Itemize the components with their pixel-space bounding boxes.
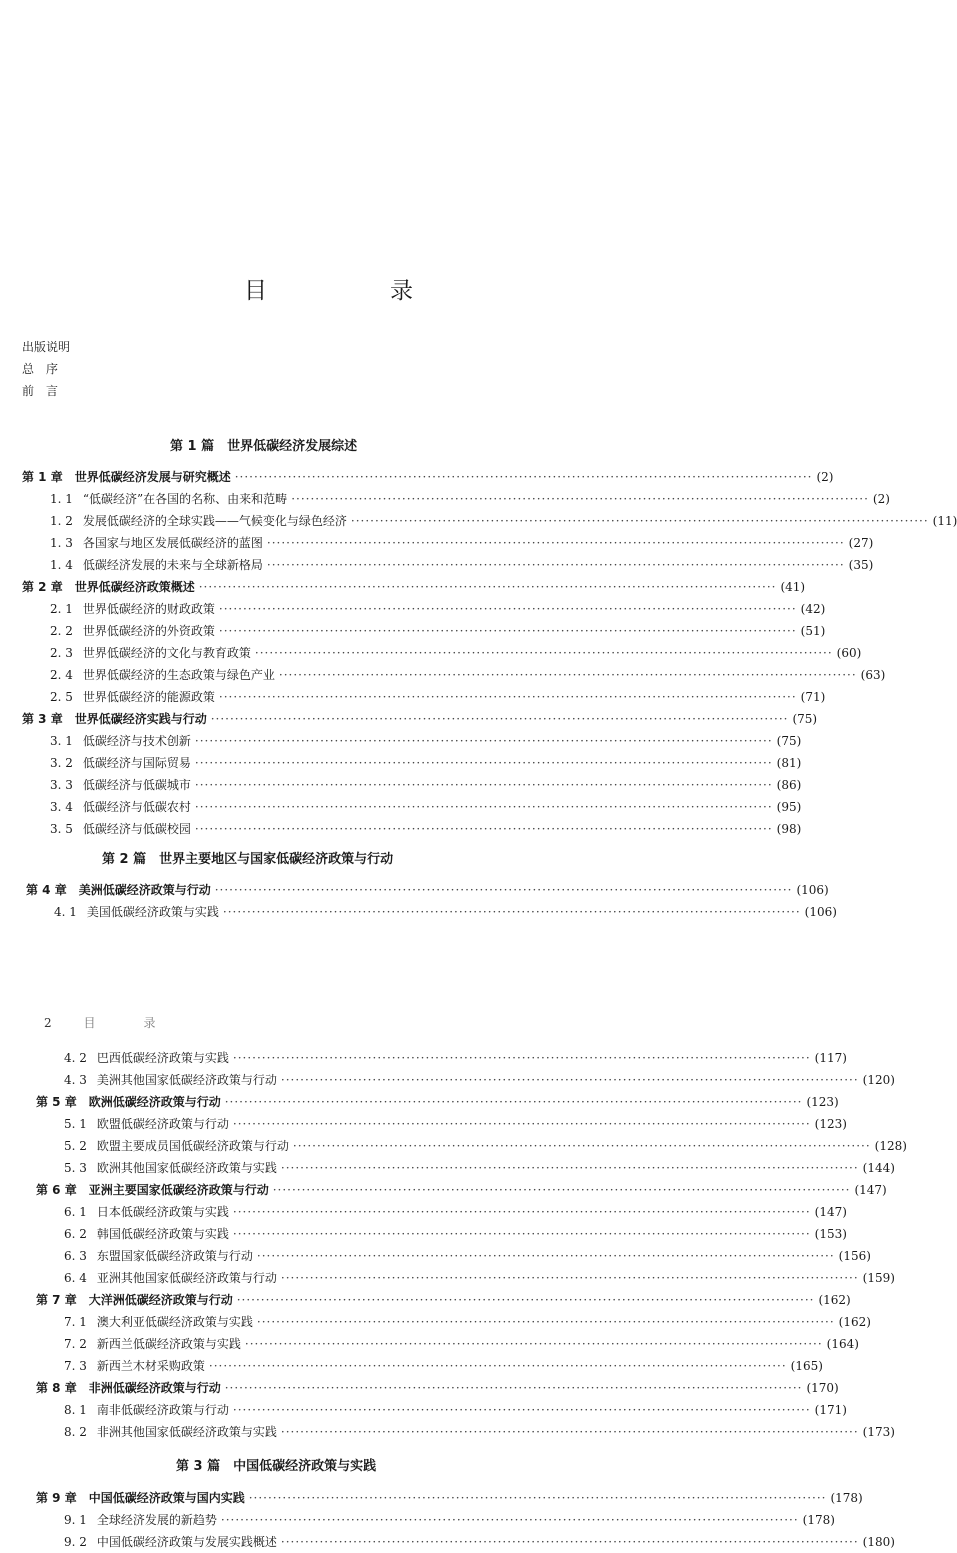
entry-number: 5. 3: [64, 1161, 87, 1175]
toc-section-entry[interactable]: [22, 818, 802, 840]
dot-leader: ························································································································: [232, 1227, 811, 1241]
entry-page-number: (123): [806, 1095, 839, 1109]
entry-title: 非洲低碳经济政策与行动: [88, 1381, 221, 1395]
entry-number: 4. 1: [54, 905, 77, 919]
entry-title: 日本低碳经济政策与实践: [96, 1205, 229, 1219]
part-1-title: 第 1 篇 世界低碳经济发展综述: [170, 439, 358, 454]
entry-number: 6. 1: [64, 1205, 87, 1219]
dot-leader: ························································································································: [232, 1403, 811, 1417]
entry-number: 1. 2: [50, 514, 73, 528]
entry-number: 1. 4: [50, 558, 73, 572]
entry-title: 低碳经济发展的未来与全球新格局: [82, 558, 263, 572]
entry-page-number: (178): [830, 1491, 863, 1505]
entry-page-number: (171): [814, 1403, 847, 1417]
entry-title: 韩国低碳经济政策与实践: [96, 1227, 229, 1241]
entry-title: 低碳经济与技术创新: [82, 734, 191, 748]
part-3-title: 第 3 篇 中国低碳经济政策与实践: [176, 1459, 377, 1474]
entry-number: 3. 4: [50, 800, 73, 814]
entry-title: “低碳经济”在各国的名称、由来和范畴: [82, 492, 288, 506]
toc-section-entry[interactable]: [22, 730, 802, 752]
dot-leader: ························································································································: [222, 905, 801, 919]
entry-number: 第 8 章: [36, 1381, 77, 1395]
entry-page-number: (11): [932, 514, 957, 528]
entry-number: 第 6 章: [36, 1183, 77, 1197]
toc-entries-page-2: [36, 1047, 907, 1443]
entry-number: 3. 2: [50, 756, 73, 770]
entry-number: 8. 1: [64, 1403, 87, 1417]
dot-leader: ························································································································: [266, 536, 845, 550]
entry-title: 南非低碳经济政策与行动: [96, 1403, 229, 1417]
entry-page-number: (2): [816, 470, 834, 484]
running-header-title: 目 录: [83, 1016, 174, 1030]
entry-number: 第 3 章: [22, 712, 63, 726]
dot-leader: ························································································································: [194, 822, 773, 836]
dot-leader: ························································································································: [194, 778, 773, 792]
toc-section-entry[interactable]: [36, 1399, 847, 1421]
entry-title: 世界低碳经济发展与研究概述: [74, 470, 231, 484]
entry-page-number: (178): [802, 1513, 835, 1527]
entry-number: 5. 2: [64, 1139, 87, 1153]
toc-chapter-entry[interactable]: [36, 1377, 839, 1399]
dot-leader: ························································································································: [272, 1183, 851, 1197]
dot-leader: ························································································································: [232, 1205, 811, 1219]
entry-page-number: (95): [776, 800, 802, 814]
toc-section-entry[interactable]: [36, 1069, 895, 1091]
entry-page-number: (162): [838, 1315, 871, 1329]
entry-page-number: (147): [814, 1205, 847, 1219]
entry-number: 9. 1: [64, 1513, 87, 1527]
entry-page-number: (106): [796, 883, 829, 897]
entry-number: 4. 3: [64, 1073, 87, 1087]
toc-section-entry[interactable]: [36, 1509, 835, 1531]
dot-leader: ························································································································: [210, 712, 789, 726]
entry-title: 世界低碳经济政策概述: [74, 580, 195, 594]
entry-page-number: (144): [862, 1161, 895, 1175]
toc-section-entry[interactable]: [36, 1157, 895, 1179]
entry-number: 6. 4: [64, 1271, 87, 1285]
toc-section-entry[interactable]: [22, 510, 957, 532]
toc-section-entry[interactable]: [22, 598, 826, 620]
dot-leader: ························································································································: [236, 1293, 815, 1307]
entry-page-number: (35): [848, 558, 874, 572]
dot-leader: ························································································································: [256, 1249, 835, 1263]
dot-leader: ························································································································: [194, 800, 773, 814]
entry-number: 3. 3: [50, 778, 73, 792]
entry-page-number: (170): [806, 1381, 839, 1395]
toc-chapter-entry[interactable]: [36, 1487, 863, 1509]
entry-number: 2. 2: [50, 624, 73, 638]
toc-section-entry[interactable]: [22, 488, 890, 510]
entry-page-number: (164): [826, 1337, 859, 1351]
toc-section-entry[interactable]: [22, 642, 862, 664]
dot-leader: ························································································································: [224, 1381, 803, 1395]
entry-page-number: (106): [804, 905, 837, 919]
entry-page-number: (60): [836, 646, 862, 660]
toc-chapter-entry[interactable]: [36, 1091, 839, 1113]
entry-number: 1. 1: [50, 492, 73, 506]
entry-page-number: (117): [814, 1051, 847, 1065]
entry-page-number: (120): [862, 1073, 895, 1087]
toc-entries-part-2: [26, 879, 837, 923]
entry-title: 各国家与地区发展低碳经济的蓝图: [82, 536, 263, 550]
toc-section-entry[interactable]: [22, 664, 886, 686]
entry-page-number: (86): [776, 778, 802, 792]
entry-title: 世界低碳经济的能源政策: [82, 690, 215, 704]
dot-leader: ························································································································: [280, 1073, 859, 1087]
toc-section-entry[interactable]: [22, 686, 826, 708]
entry-title: 世界低碳经济的生态政策与绿色产业: [82, 668, 275, 682]
dot-leader: ························································································································: [220, 1513, 799, 1527]
toc-section-entry[interactable]: [22, 774, 802, 796]
entry-title: 新西兰木材采购政策: [96, 1359, 205, 1373]
toc-entries-part-1: [22, 466, 957, 840]
toc-title: 目 录: [244, 278, 463, 304]
entry-title: 美国低碳经济政策与实践: [86, 905, 219, 919]
entry-title: 欧洲其他国家低碳经济政策与实践: [96, 1161, 277, 1175]
entry-number: 3. 5: [50, 822, 73, 836]
dot-leader: ························································································································: [280, 1161, 859, 1175]
entry-title: 亚洲其他国家低碳经济政策与行动: [96, 1271, 277, 1285]
entry-title: 低碳经济与低碳城市: [82, 778, 191, 792]
dot-leader: ························································································································: [232, 1117, 811, 1131]
entry-title: 欧洲低碳经济政策与行动: [88, 1095, 221, 1109]
toc-section-entry[interactable]: [36, 1333, 859, 1355]
toc-section-entry[interactable]: [36, 1311, 871, 1333]
entry-number: 6. 2: [64, 1227, 87, 1241]
entry-title: 美洲低碳经济政策与行动: [78, 883, 211, 897]
entry-page-number: (75): [776, 734, 802, 748]
entry-title: 发展低碳经济的全球实践——气候变化与绿色经济: [82, 514, 347, 528]
dot-leader: ························································································································: [234, 470, 813, 484]
entry-number: 第 1 章: [22, 470, 63, 484]
toc-section-entry[interactable]: [36, 1355, 823, 1377]
entry-page-number: (63): [860, 668, 886, 682]
dot-leader: ························································································································: [218, 602, 797, 616]
toc-page-2: [0, 1000, 907, 1549]
toc-section-entry[interactable]: [22, 620, 826, 642]
dot-leader: ························································································································: [280, 1535, 859, 1549]
dot-leader: ························································································································: [198, 580, 777, 594]
entry-page-number: (2): [872, 492, 890, 506]
entry-number: 8. 2: [64, 1425, 87, 1439]
dot-leader: ························································································································: [292, 1139, 871, 1153]
dot-leader: ························································································································: [218, 690, 797, 704]
toc-chapter-entry[interactable]: [22, 708, 818, 730]
toc-section-entry[interactable]: [22, 532, 874, 554]
entry-page-number: (159): [862, 1271, 895, 1285]
entry-title: 美洲其他国家低碳经济政策与行动: [96, 1073, 277, 1087]
entry-title: 欧盟主要成员国低碳经济政策与行动: [96, 1139, 289, 1153]
front-matter-list: [22, 336, 70, 402]
entry-page-number: (173): [862, 1425, 895, 1439]
dot-leader: ························································································································: [214, 883, 793, 897]
toc-section-entry[interactable]: [22, 752, 802, 774]
dot-leader: ························································································································: [350, 514, 929, 528]
page-number: 2: [44, 1016, 52, 1030]
toc-section-entry[interactable]: [36, 1201, 847, 1223]
toc-section-entry[interactable]: [36, 1267, 895, 1289]
running-header: [44, 1014, 173, 1031]
entry-title: 全球经济发展的新趋势: [96, 1513, 217, 1527]
entry-page-number: (75): [792, 712, 818, 726]
toc-chapter-entry[interactable]: [22, 576, 806, 598]
dot-leader: ························································································································: [291, 492, 869, 506]
dot-leader: ························································································································: [254, 646, 833, 660]
entry-title: 欧盟低碳经济政策与行动: [96, 1117, 229, 1131]
dot-leader: ························································································································: [266, 558, 845, 572]
dot-leader: ························································································································: [248, 1491, 827, 1505]
toc-section-entry[interactable]: [26, 901, 837, 923]
toc-section-entry[interactable]: [36, 1531, 895, 1553]
entry-page-number: (71): [800, 690, 826, 704]
entry-number: 7. 2: [64, 1337, 87, 1351]
entry-number: 2. 4: [50, 668, 73, 682]
entry-page-number: (153): [814, 1227, 847, 1241]
toc-section-entry[interactable]: [36, 1223, 847, 1245]
entry-title: 巴西低碳经济政策与实践: [96, 1051, 229, 1065]
entry-title: 亚洲主要国家低碳经济政策与行动: [88, 1183, 269, 1197]
dot-leader: ························································································································: [194, 734, 773, 748]
entry-page-number: (165): [790, 1359, 823, 1373]
toc-section-entry[interactable]: [36, 1047, 847, 1069]
entry-page-number: (156): [838, 1249, 871, 1263]
entry-number: 9. 2: [64, 1535, 87, 1549]
entry-page-number: (128): [874, 1139, 907, 1153]
entry-page-number: (162): [818, 1293, 851, 1307]
entry-page-number: (180): [862, 1535, 895, 1549]
entry-page-number: (123): [814, 1117, 847, 1131]
entry-number: 5. 1: [64, 1117, 87, 1131]
dot-leader: ························································································································: [232, 1051, 811, 1065]
entry-page-number: (27): [848, 536, 874, 550]
entry-page-number: (51): [800, 624, 826, 638]
entry-number: 7. 1: [64, 1315, 87, 1329]
entry-title: 中国低碳经济政策与发展实践概述: [96, 1535, 277, 1549]
toc-section-entry[interactable]: [36, 1245, 871, 1267]
toc-entries-part-3: [36, 1487, 895, 1553]
dot-leader: ························································································································: [278, 668, 857, 682]
entry-page-number: (81): [776, 756, 802, 770]
toc-section-entry[interactable]: [22, 554, 874, 576]
entry-title: 非洲其他国家低碳经济政策与实践: [96, 1425, 277, 1439]
toc-chapter-entry[interactable]: [22, 466, 834, 488]
entry-page-number: (147): [854, 1183, 887, 1197]
toc-section-entry[interactable]: [36, 1421, 895, 1443]
entry-number: 第 9 章: [36, 1491, 77, 1505]
front-matter-item[interactable]: 总 序: [22, 362, 59, 376]
toc-section-entry[interactable]: [22, 796, 802, 818]
entry-title: 世界低碳经济的文化与教育政策: [82, 646, 251, 660]
front-matter-item[interactable]: 前 言: [22, 384, 59, 398]
dot-leader: ························································································································: [256, 1315, 835, 1329]
entry-number: 7. 3: [64, 1359, 87, 1373]
entry-title: 低碳经济与国际贸易: [82, 756, 191, 770]
dot-leader: ························································································································: [224, 1095, 803, 1109]
dot-leader: ························································································································: [280, 1425, 859, 1439]
entry-number: 4. 2: [64, 1051, 87, 1065]
entry-page-number: (98): [776, 822, 802, 836]
entry-title: 大洋洲低碳经济政策与行动: [88, 1293, 233, 1307]
entry-title: 世界低碳经济的财政政策: [82, 602, 215, 616]
entry-number: 3. 1: [50, 734, 73, 748]
toc-section-entry[interactable]: [36, 1113, 847, 1135]
entry-title: 低碳经济与低碳农村: [82, 800, 191, 814]
entry-title: 世界低碳经济实践与行动: [74, 712, 207, 726]
dot-leader: ························································································································: [218, 624, 797, 638]
front-matter-item[interactable]: 出版说明: [22, 340, 71, 354]
entry-page-number: (41): [780, 580, 806, 594]
entry-number: 第 2 章: [22, 580, 63, 594]
toc-section-entry[interactable]: [36, 1135, 907, 1157]
entry-title: 世界低碳经济的外资政策: [82, 624, 215, 638]
dot-leader: ························································································································: [280, 1271, 859, 1285]
entry-title: 澳大利亚低碳经济政策与实践: [96, 1315, 253, 1329]
entry-number: 2. 5: [50, 690, 73, 704]
entry-number: 第 7 章: [36, 1293, 77, 1307]
toc-chapter-entry[interactable]: [36, 1179, 887, 1201]
part-2-title: 第 2 篇 世界主要地区与国家低碳经济政策与行动: [102, 852, 394, 867]
entry-number: 6. 3: [64, 1249, 87, 1263]
dot-leader: ························································································································: [244, 1337, 823, 1351]
entry-number: 2. 1: [50, 602, 73, 616]
entry-number: 第 4 章: [26, 883, 67, 897]
entry-number: 2. 3: [50, 646, 73, 660]
dot-leader: ························································································································: [194, 756, 773, 770]
entry-page-number: (42): [800, 602, 826, 616]
entry-number: 第 5 章: [36, 1095, 77, 1109]
entry-number: 1. 3: [50, 536, 73, 550]
dot-leader: ························································································································: [208, 1359, 787, 1373]
toc-chapter-entry[interactable]: [26, 879, 829, 901]
entry-title: 低碳经济与低碳校园: [82, 822, 191, 836]
entry-title: 东盟国家低碳经济政策与行动: [96, 1249, 253, 1263]
entry-title: 新西兰低碳经济政策与实践: [96, 1337, 241, 1351]
toc-chapter-entry[interactable]: [36, 1289, 851, 1311]
entry-title: 中国低碳经济政策与国内实践: [88, 1491, 245, 1505]
